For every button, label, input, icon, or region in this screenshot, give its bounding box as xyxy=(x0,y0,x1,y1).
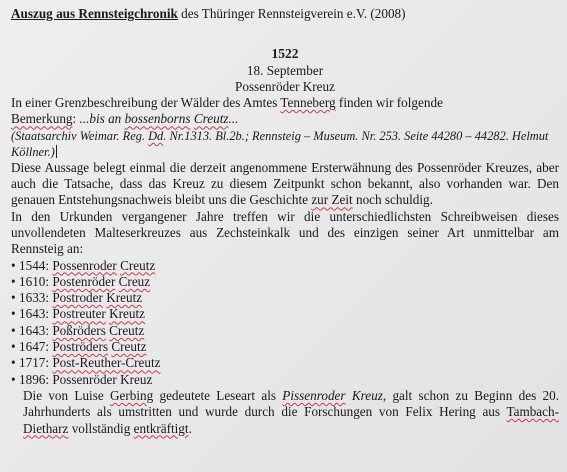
spelling-item xyxy=(11,306,559,322)
spelling-separator: : xyxy=(45,355,53,371)
source-text-a: (Staatsarchiv Weimar. Reg. xyxy=(11,128,149,143)
spelling-word-1: Postenröder xyxy=(52,273,116,289)
spelling-word-2: Creutz xyxy=(111,339,147,355)
spelling-word-2: Kreutz xyxy=(106,290,143,306)
spelling-year: 1717 xyxy=(19,355,46,371)
source-citation xyxy=(11,128,559,160)
header-title-rest: des Thüringer Rennsteigverein e.V. (2008) xyxy=(177,6,406,21)
spelling-word-1: Possenroder xyxy=(52,257,117,273)
para1-text-a: In einer Grenzbeschreibung der Wälder des Amtes xyxy=(11,95,281,111)
spelling-item xyxy=(11,372,559,388)
spelling-separator: : xyxy=(45,290,53,306)
paragraph-spellings-intro: In den Urkunden vergangener Jahre treffen wir die unterschiedlichsten Schreibweisen dieses unvollendeten Malteserkreuzes aus Zechsteinkalk und des einzigen seiner Art unmittelbar am Rennsteig an: xyxy=(11,208,559,257)
para1-colon: : xyxy=(72,111,80,127)
paragraph-gerbing xyxy=(11,388,559,437)
spelling-bullet: • xyxy=(11,273,16,289)
spelling-separator: : xyxy=(45,371,53,387)
para2-zur-zeit: zur Zeit xyxy=(311,192,353,208)
para1-place-name: Tenneberg xyxy=(280,95,336,111)
spelling-separator: : xyxy=(45,339,53,355)
text-cursor xyxy=(56,145,57,158)
para4-text-a: Die von Luise xyxy=(23,387,110,403)
spelling-bullet: • xyxy=(11,339,16,355)
paragraph-boundary-description xyxy=(11,95,559,128)
spelling-item xyxy=(11,339,559,355)
para4-tambach: Tambach-Dietharz xyxy=(23,404,559,436)
para1-quote-word: bossenborns xyxy=(124,111,191,127)
spelling-bullet: • xyxy=(11,306,16,322)
spelling-word-1: Poßröders xyxy=(52,322,106,338)
entry-subject: Possenröder Kreuz xyxy=(235,78,335,94)
para4-text-i: vollständig xyxy=(68,420,134,436)
para2-text-a: Diese Aussage belegt einmal die derzeit angenommene Ersterwähnung des Possenröder Kreuzes, aber auch die Tatsache, dass das Kreuz zu diesem Zeitpunkt schon bekannt, also vorhanden war. Den genauen Entstehungsnachweis bleibt uns die Geschichte xyxy=(11,159,559,208)
para1-bemerkung: Bemerkung xyxy=(11,111,73,127)
para1-quote-a: ...bis an xyxy=(79,111,125,127)
spelling-year: 1896 xyxy=(19,371,46,387)
spelling-word-1: Postreuter xyxy=(52,306,106,322)
paragraph-first-mention xyxy=(11,160,559,209)
para4-kreuz: Kreuz xyxy=(351,387,383,403)
header-title-bold: Auszug aus Rennsteigchronik xyxy=(11,6,178,21)
spelling-bullet: • xyxy=(11,322,16,338)
para4-entkraeftigt: entkräftigt xyxy=(133,420,189,436)
spelling-year: 1544 xyxy=(19,257,46,273)
document-header xyxy=(11,6,559,22)
spelling-separator: : xyxy=(45,257,53,273)
spelling-item xyxy=(11,355,559,371)
spelling-word-1: Poströders xyxy=(52,339,109,355)
spelling-bullet: • xyxy=(11,355,16,371)
spelling-separator: : xyxy=(45,273,53,289)
spelling-separator: : xyxy=(45,306,53,322)
spelling-item xyxy=(11,290,559,306)
para4-pissenroder: Pissenroder xyxy=(282,387,346,403)
para1-text-c: finden wir folgende xyxy=(335,95,443,111)
spelling-year: 1643 xyxy=(19,322,46,338)
source-text-c: . Nr.1313. Bl.2b.; Rennsteig – Museum. Nr. 253. Seite 44280 – 44282. Helmut Köllner.) xyxy=(11,128,549,159)
spelling-year: 1643 xyxy=(19,306,46,322)
para4-text-g: , galt schon zu Beginn des 20. Jahrhunderts als umstritten und wurde durch die Forschungen von Felix Hering aus xyxy=(23,387,559,420)
spelling-bullet: • xyxy=(11,257,16,273)
spelling-item xyxy=(11,274,559,290)
source-dd: Dd xyxy=(148,128,164,143)
spellings-list xyxy=(11,258,559,388)
para1-quote-creutz: Creutz xyxy=(193,111,229,127)
spelling-bullet: • xyxy=(11,290,16,306)
entry-year: 1522 xyxy=(271,46,299,62)
spelling-item xyxy=(11,258,559,274)
spelling-word-1: Post-Reuther-Creutz xyxy=(52,355,161,371)
spelling-year: 1647 xyxy=(19,339,46,355)
spelling-word-2: Kreutz xyxy=(109,306,146,322)
spelling-word-2: Creuz xyxy=(118,273,151,289)
spelling-year: 1610 xyxy=(19,273,46,289)
spelling-bullet: • xyxy=(11,371,16,387)
para4-gerbing: Gerbing xyxy=(109,387,154,403)
entry-date: 18. September xyxy=(246,62,324,78)
spelling-word-1: Possenröder Kreuz xyxy=(52,371,153,387)
para1-quote-ellipsis: ... xyxy=(228,111,239,127)
para4-text-c: gedeutete Leseart als xyxy=(153,387,283,403)
spelling-word-2: Creutz xyxy=(109,322,145,338)
para4-period: . xyxy=(188,420,192,436)
spelling-word-1: Postroder xyxy=(52,290,103,306)
spelling-year: 1633 xyxy=(19,290,46,306)
spelling-separator: : xyxy=(45,322,53,338)
para2-text-c: noch schuldig. xyxy=(352,192,433,208)
spelling-item xyxy=(11,323,559,339)
spelling-word-2: Creutz xyxy=(120,257,156,273)
